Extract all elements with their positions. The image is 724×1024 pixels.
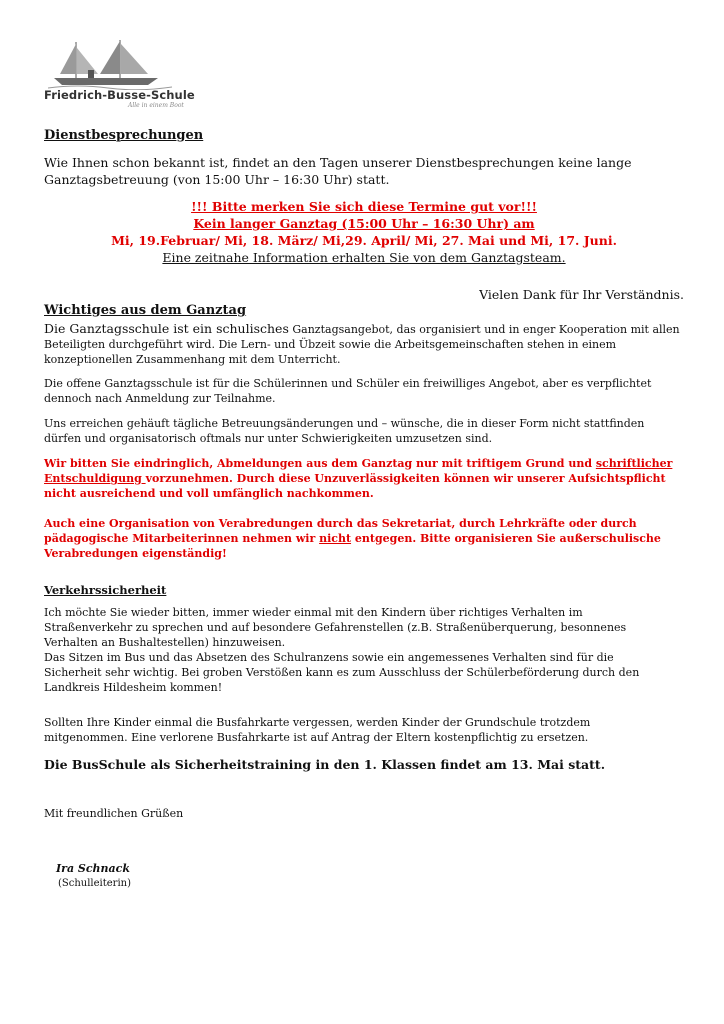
text-line: Landkreis Hildesheim kommen! xyxy=(44,681,223,694)
text-line: dennoch nach Anmeldung zur Teilnahme. xyxy=(44,392,276,405)
dienst-intro xyxy=(44,154,684,188)
ganztag-notice xyxy=(44,516,684,561)
text-line: Auch eine Organisation von Verabredungen durch das Sekretariat, durch Lehrkräfte oder durch xyxy=(44,517,637,530)
dienst-dates xyxy=(44,198,684,266)
school-name: Friedrich-Busse-Schule xyxy=(44,88,195,102)
school-tagline: Alle in einem Boot xyxy=(128,102,184,109)
verkehr-section xyxy=(44,582,684,598)
text-line: Das Sitzen im Bus und das Absetzen des Schulranzens sowie ein angemessenes Verhalten sind für die xyxy=(44,651,614,664)
sailboat-logo-icon xyxy=(48,38,178,90)
reminder-line: !!! Bitte merken Sie sich diese Termine gut vor!!! xyxy=(191,199,537,214)
signature-role: (Schulleiterin) xyxy=(58,878,132,889)
text-span: Ganztagsangebot, das organisiert und in enger Kooperation mit allen xyxy=(288,323,680,336)
text-line: Verabredungen eigenständig! xyxy=(44,547,227,560)
ganztag-warning xyxy=(44,456,684,501)
ganztag-p1 xyxy=(44,320,684,367)
text-line: nicht ausreichend und voll umfänglich nachkommen. xyxy=(44,487,374,500)
text-span: schriftlicher xyxy=(595,457,673,470)
text-line xyxy=(44,320,684,337)
text-line: Die offene Ganztagsschule ist für die Schülerinnen und Schüler ein freiwilliges Angebot, aber es verpflichtet xyxy=(44,377,652,390)
text-line: Wie Ihnen schon bekannt ist, findet an den Tagen unserer Dienstbesprechungen keine lange xyxy=(44,155,632,170)
text-span: pädagogische Mitarbeiterinnen nehmen wir xyxy=(44,532,320,545)
text-line xyxy=(44,471,684,486)
thanks-line xyxy=(44,286,684,303)
text-line: mitgenommen. Eine verlorene Busfahrkarte ist auf Antrag der Eltern kostenpflichtig zu ersetzen. xyxy=(44,731,589,744)
ganztag-heading: Wichtiges aus dem Ganztag xyxy=(44,303,247,318)
text-span: vorzunehmen. Durch diese Unzuverlässigkeiten können wir unserer Aufsichtspflicht xyxy=(145,472,666,485)
thanks-text: Vielen Dank für Ihr Verständnis. xyxy=(479,287,684,302)
text-line: Straßenverkehr zu sprechen und auf besondere Gefahrenstellen (z.B. Straßenüberquerung, besonnenes xyxy=(44,621,627,634)
text-line: konzeptionellen Zusammenhang mit dem Unterricht. xyxy=(44,353,341,366)
ganztag-p3 xyxy=(44,416,684,446)
busschule-line xyxy=(44,756,684,774)
text-span: entgegen. Bitte organisieren Sie außerschulische xyxy=(351,532,661,545)
ganztag-section xyxy=(44,302,684,320)
busschule-text: Die BusSchule als Sicherheitstraining in den 1. Klassen findet am 13. Mai statt. xyxy=(44,757,606,772)
no-ganztag-line: Kein langer Ganztag (15:00 Uhr – 16:30 Uhr) am xyxy=(193,216,535,231)
text-span: Entschuldigung xyxy=(44,472,146,485)
text-line: Beteiligten durchgeführt wird. Die Lern- und Übzeit sowie die Arbeitsgemeinschaften stehen in einem xyxy=(44,338,617,351)
text-line: Ich möchte Sie wieder bitten, immer wieder einmal mit den Kindern über richtiges Verhalten im xyxy=(44,606,583,619)
greeting-text: Mit freundlichen Grüßen xyxy=(44,807,184,820)
text-span: Wir bitten Sie eindringlich, Abmeldungen aus dem Ganztag nur mit triftigem Grund und xyxy=(44,457,596,470)
info-line: Eine zeitnahe Information erhalten Sie von dem Ganztagsteam. xyxy=(162,250,566,265)
closing-greeting xyxy=(44,806,684,821)
signature-name: Ira Schnack xyxy=(56,862,130,875)
dienst-heading: Dienstbesprechungen xyxy=(44,128,204,143)
text-line xyxy=(44,456,684,471)
text-line: Ganztagsbetreuung (von 15:00 Uhr – 16:30 Uhr) statt. xyxy=(44,172,390,187)
dates-line: Mi, 19.Februar/ Mi, 18. März/ Mi,29. April/ Mi, 27. Mai und Mi, 17. Juni. xyxy=(111,233,617,248)
text-span: nicht xyxy=(319,532,352,545)
verkehr-heading: Verkehrssicherheit xyxy=(44,583,167,597)
verkehr-p2 xyxy=(44,715,684,745)
dienst-section xyxy=(44,127,684,145)
text-line xyxy=(44,531,684,546)
text-line: dürfen und organisatorisch oftmals nur unter Schwierigkeiten umzusetzen sind. xyxy=(44,432,493,445)
text-line: Sicherheit sehr wichtig. Bei groben Verstößen kann es zum Ausschluss der Schülerbeförderung durch den xyxy=(44,666,640,679)
verkehr-p1 xyxy=(44,605,684,695)
text-line: Verhalten an Bushaltestellen) hinzuweisen. xyxy=(44,636,286,649)
ganztag-p2 xyxy=(44,376,684,406)
text-line: Sollten Ihre Kinder einmal die Busfahrkarte vergessen, werden Kinder der Grundschule trotzdem xyxy=(44,716,591,729)
text-span: Die Ganztagsschule ist ein schulisches xyxy=(44,321,289,336)
school-logo xyxy=(40,38,195,112)
text-line: Uns erreichen gehäuft tägliche Betreuungsänderungen und – wünsche, die in dieser Form nicht stattfinden xyxy=(44,417,645,430)
